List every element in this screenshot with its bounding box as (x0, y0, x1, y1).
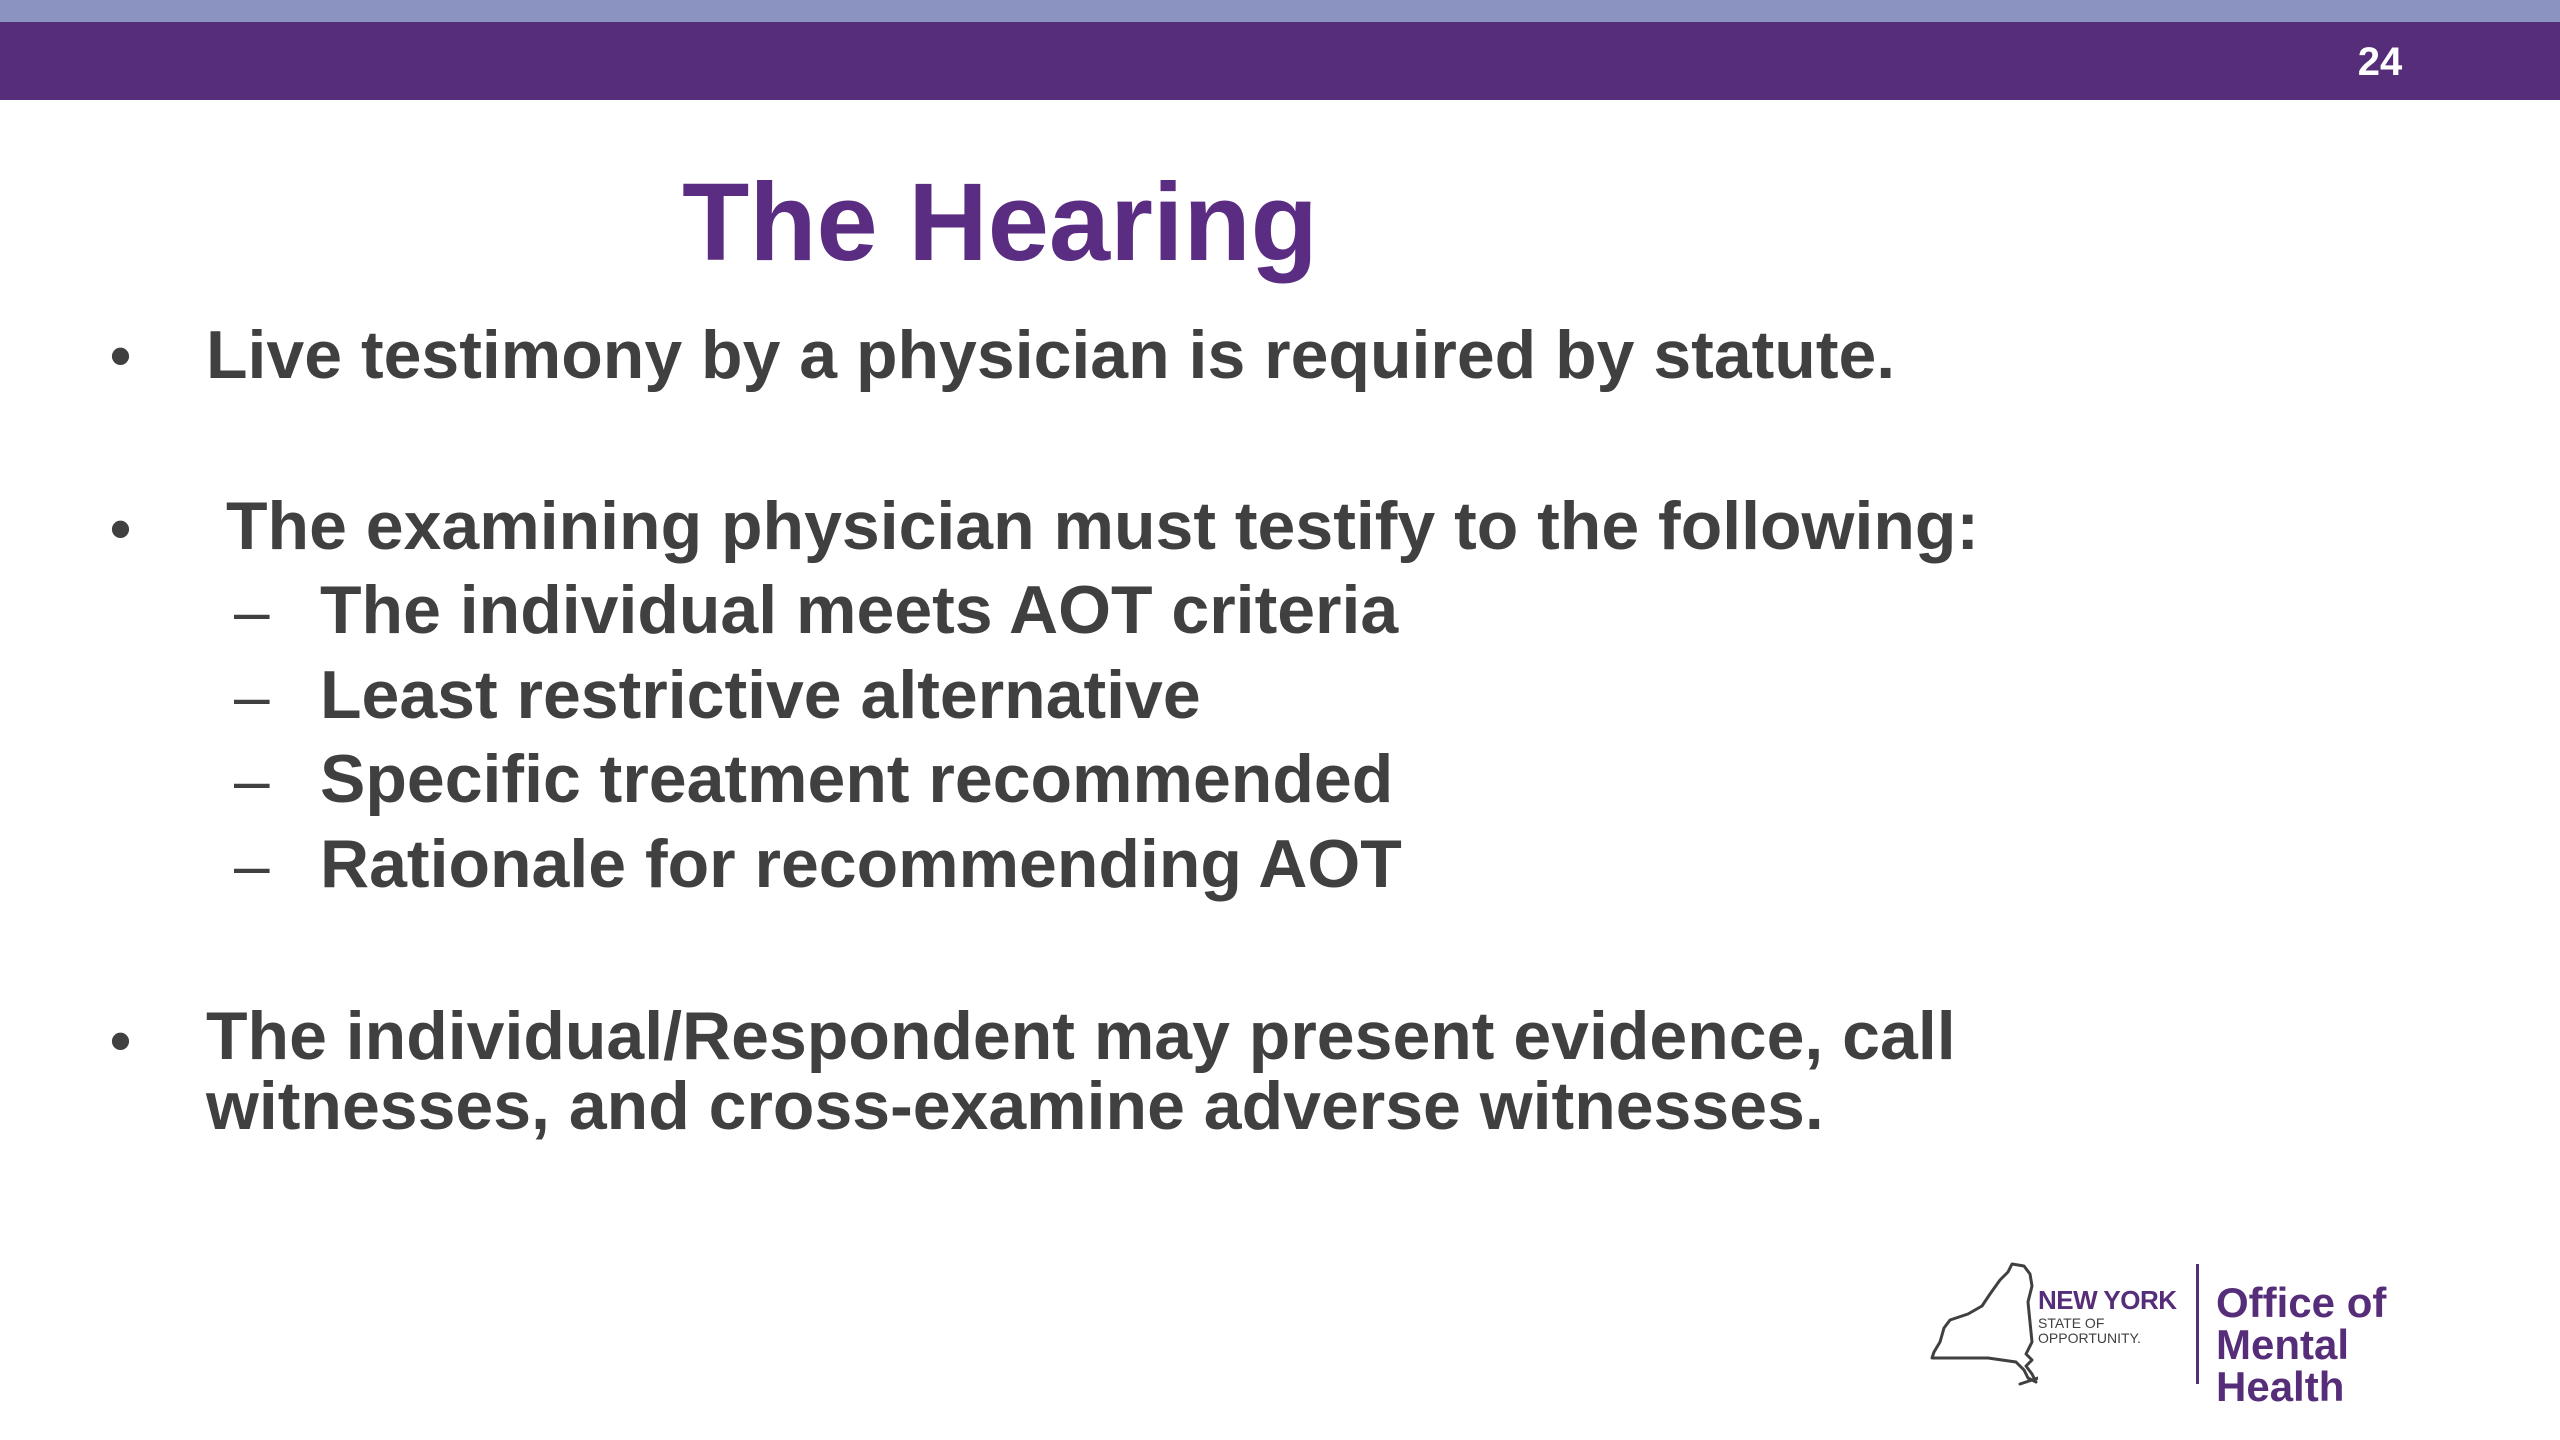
bullet-text-3-line-2: witnesses, and cross-examine adverse witnesses. (206, 1068, 1824, 1144)
sub-bullet-marker: – (234, 575, 270, 647)
sub-item-3: Specific treatment recommended (320, 741, 1394, 817)
bullet-text-3-line-1: The individual/Respondent may present evidence, call (206, 998, 1956, 1074)
logo-agency-name: Office of Mental Health (2216, 1279, 2387, 1410)
sub-item-2: Least restrictive alternative (320, 657, 1201, 733)
logo-divider (2196, 1264, 2199, 1384)
bullet-text-2: The examining physician must testify to the following: (226, 488, 1980, 564)
sub-item-1: The individual meets AOT criteria (320, 572, 1399, 648)
slide-title: The Hearing (682, 161, 1318, 284)
slide-number: 24 (2357, 40, 2403, 84)
bullet-marker: • (110, 322, 132, 389)
bullet-text-1: Live testimony by a physician is required by statute. (206, 317, 1896, 393)
nys-omh-logo (1928, 1262, 2488, 1410)
bullet-marker: • (110, 495, 132, 562)
sub-bullet-marker: – (234, 744, 270, 816)
ny-state-outline-icon (1928, 1262, 2038, 1392)
top-stripe (0, 0, 2560, 22)
bullet-marker: • (110, 1007, 132, 1074)
sub-bullet-marker: – (234, 829, 270, 901)
header-bar (0, 22, 2560, 100)
logo-tagline: STATE OF OPPORTUNITY. (2038, 1315, 2141, 1346)
sub-bullet-marker: – (234, 660, 270, 732)
logo-state-name: NEW YORK (2038, 1285, 2177, 1315)
sub-item-4: Rationale for recommending AOT (320, 826, 1402, 902)
